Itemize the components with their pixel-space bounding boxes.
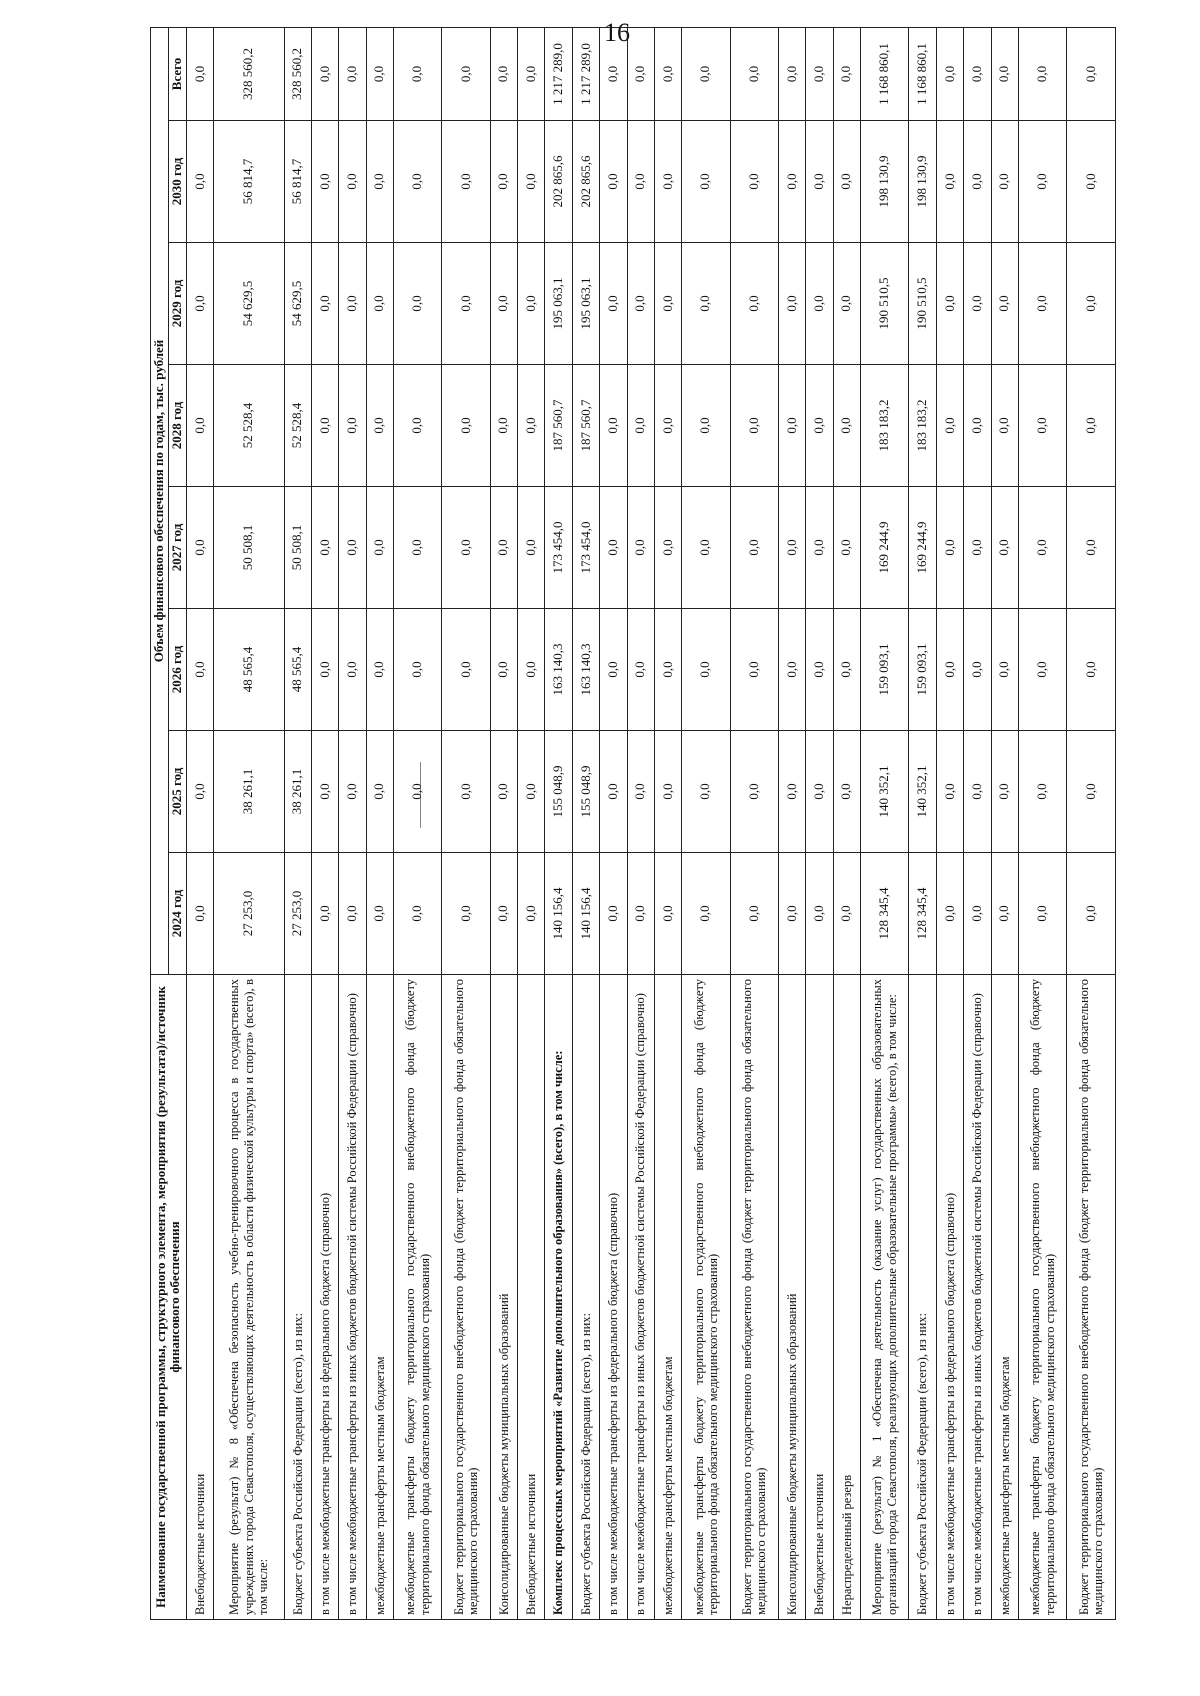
year-value-cell: 0,0	[518, 243, 545, 365]
row-name-cell: в том числе межбюджетные трансферты из федерального бюджета (справочно)	[600, 975, 627, 1620]
year-value-cell: 195 063,1	[545, 243, 572, 365]
year-value-cell: 0,0	[833, 121, 860, 243]
table-row	[366, 27, 393, 1619]
year-value-cell: 0,0	[991, 243, 1018, 365]
table-row	[909, 27, 936, 1619]
year-value-cell: 0,0	[833, 731, 860, 853]
row-name-cell: Мероприятие (результат) № 8 «Обеспечена безопасность учебно-тренировочного процесса в государственных учреждениях города Севастополя, осуществляющих деятельность в области физической культуры и спорта» (всего), в том числе:	[214, 975, 284, 1620]
year-header: 2029 год	[168, 243, 186, 365]
year-value-cell: 159 093,1	[909, 609, 936, 731]
year-value-cell: 0,0	[1067, 487, 1116, 609]
year-value-cell: 140 156,4	[545, 853, 572, 975]
year-value-cell: 0,0	[393, 731, 441, 853]
year-value-cell: 0,0	[518, 121, 545, 243]
row-name-cell: Внебюджетные источники	[186, 975, 213, 1620]
year-value-cell: 0,0	[490, 243, 517, 365]
row-name-cell: межбюджетные трансферты местным бюджетам	[366, 975, 393, 1620]
year-value-cell: 0,0	[654, 609, 681, 731]
year-value-cell: 0,0	[186, 487, 213, 609]
year-value-cell: 0,0	[186, 853, 213, 975]
year-value-cell: 0,0	[1018, 121, 1066, 243]
year-header: 2027 год	[168, 487, 186, 609]
year-value-cell: 56 814,7	[284, 121, 311, 243]
year-value-cell: 0,0	[779, 487, 806, 609]
year-value-cell: 140 352,1	[909, 731, 936, 853]
year-value-cell: 0,0	[600, 853, 627, 975]
year-value-cell: 0,0	[806, 487, 833, 609]
year-value-cell: 0,0	[627, 853, 654, 975]
year-value-cell: 198 130,9	[909, 121, 936, 243]
year-value-cell: 0,0	[833, 243, 860, 365]
year-value-cell: 0,0	[518, 487, 545, 609]
row-name-cell: межбюджетные трансферты бюджету территориального государственного внебюджетного фонда (бюджету территориального фонда обязательного медицинского страхования)	[1018, 975, 1066, 1620]
year-value-cell: 27 253,0	[284, 853, 311, 975]
table-row	[654, 27, 681, 1619]
year-header: 2028 год	[168, 365, 186, 487]
year-value-cell: 173 454,0	[572, 487, 599, 609]
year-header: 2025 год	[168, 731, 186, 853]
year-value-cell: 0,0	[442, 365, 490, 487]
year-value-cell: 0,0	[366, 243, 393, 365]
year-value-cell: 0,0	[627, 365, 654, 487]
year-value-cell: 0,0	[682, 853, 730, 975]
year-value-cell: 0,0	[991, 365, 1018, 487]
year-value-cell: 0,0	[442, 121, 490, 243]
year-value-cell: 163 140,3	[572, 609, 599, 731]
financing-table	[150, 27, 1116, 1620]
year-value-cell: 0,0	[806, 365, 833, 487]
year-value-cell: 50 508,1	[284, 487, 311, 609]
total-value-cell: 0,0	[833, 27, 860, 120]
year-value-cell: 183 183,2	[861, 365, 909, 487]
total-value-cell: 0,0	[339, 27, 366, 120]
year-value-cell: 0,0	[654, 121, 681, 243]
rotated-table-wrapper	[150, 43, 1116, 1620]
year-value-cell: 0,0	[1018, 609, 1066, 731]
table-row	[964, 27, 991, 1619]
year-value-cell: 0,0	[490, 853, 517, 975]
year-value-cell: 0,0	[186, 731, 213, 853]
year-value-cell: 0,0	[366, 365, 393, 487]
year-value-cell: 0,0	[654, 365, 681, 487]
year-value-cell: 140 156,4	[572, 853, 599, 975]
year-value-cell: 50 508,1	[214, 487, 284, 609]
name-column-header: Наименование государственной программы, структурного элемента, мероприятия (результата)/источник финансового обеспечения	[151, 975, 187, 1620]
financing-group-header: Объем финансового обеспечения по годам, тыс. рублей	[151, 27, 169, 974]
total-value-cell: 0,0	[682, 27, 730, 120]
year-value-cell: 52 528,4	[284, 365, 311, 487]
year-value-cell: 0,0	[1018, 731, 1066, 853]
year-value-cell: 0,0	[442, 731, 490, 853]
year-value-cell: 0,0	[964, 121, 991, 243]
year-value-cell: 0,0	[654, 243, 681, 365]
year-value-cell: 0,0	[600, 243, 627, 365]
year-value-cell: 0,0	[311, 853, 338, 975]
total-value-cell: 0,0	[964, 27, 991, 120]
year-value-cell: 0,0	[600, 365, 627, 487]
year-value-cell: 159 093,1	[861, 609, 909, 731]
row-name-cell: межбюджетные трансферты местным бюджетам	[991, 975, 1018, 1620]
year-value-cell: 38 261,1	[214, 731, 284, 853]
year-value-cell: 0,0	[1018, 243, 1066, 365]
total-value-cell: 0,0	[186, 27, 213, 120]
year-value-cell: 0,0	[730, 731, 778, 853]
table-row	[779, 27, 806, 1619]
year-value-cell: 0,0	[991, 487, 1018, 609]
year-value-cell: 0,0	[186, 609, 213, 731]
year-value-cell: 0,0	[393, 487, 441, 609]
table-row	[545, 27, 572, 1619]
year-value-cell: 0,0	[730, 365, 778, 487]
year-value-cell: 0,0	[186, 121, 213, 243]
year-value-cell: 0,0	[490, 609, 517, 731]
year-value-cell: 0,0	[730, 487, 778, 609]
row-name-cell: Бюджет субъекта Российской Федерации (всего), из них:	[572, 975, 599, 1620]
year-value-cell: 128 345,4	[909, 853, 936, 975]
row-name-cell: в том числе межбюджетные трансферты из иных бюджетов бюджетной системы Российской Федерации (справочно)	[627, 975, 654, 1620]
year-value-cell: 0,0	[366, 121, 393, 243]
year-value-cell: 0,0	[779, 121, 806, 243]
table-row	[518, 27, 545, 1619]
year-value-cell: 48 565,4	[214, 609, 284, 731]
year-value-cell: 0,0	[311, 365, 338, 487]
total-header: Всего	[168, 27, 186, 120]
year-value-cell: 0,0	[779, 365, 806, 487]
year-value-cell: 195 063,1	[572, 243, 599, 365]
year-value-cell: 0,0	[964, 365, 991, 487]
year-value-cell: 0,0	[393, 853, 441, 975]
total-value-cell: 0,0	[991, 27, 1018, 120]
year-value-cell: 0,0	[682, 609, 730, 731]
year-value-cell: 0,0	[311, 487, 338, 609]
year-value-cell: 0,0	[442, 487, 490, 609]
year-value-cell: 0,0	[518, 853, 545, 975]
year-value-cell: 0,0	[366, 731, 393, 853]
row-name-cell: Консолидированные бюджеты муниципальных образований	[779, 975, 806, 1620]
year-value-cell: 0,0	[833, 365, 860, 487]
year-value-cell: 0,0	[1018, 853, 1066, 975]
year-value-cell: 190 510,5	[861, 243, 909, 365]
table-row	[1067, 27, 1116, 1619]
year-value-cell: 0,0	[518, 731, 545, 853]
year-value-cell: 169 244,9	[861, 487, 909, 609]
year-value-cell: 198 130,9	[861, 121, 909, 243]
year-value-cell: 0,0	[393, 365, 441, 487]
year-value-cell: 0,0	[682, 121, 730, 243]
year-value-cell: 0,0	[730, 243, 778, 365]
table-body	[186, 27, 1115, 1619]
year-value-cell: 0,0	[936, 731, 963, 853]
year-value-cell: 0,0	[682, 365, 730, 487]
row-name-cell: Бюджет территориального государственного внебюджетного фонда (бюджет территориального фонда обязательного медицинского страхования)	[1067, 975, 1116, 1620]
total-value-cell: 0,0	[442, 27, 490, 120]
year-value-cell: 0,0	[779, 731, 806, 853]
year-value-cell: 0,0	[806, 609, 833, 731]
year-value-cell: 0,0	[627, 243, 654, 365]
year-value-cell: 0,0	[442, 853, 490, 975]
table-row	[1018, 27, 1066, 1619]
year-value-cell: 0,0	[627, 731, 654, 853]
year-value-cell: 0,0	[518, 365, 545, 487]
total-value-cell: 1 217 289,0	[572, 27, 599, 120]
header-row-top	[151, 27, 169, 1619]
page-number: 16	[604, 18, 630, 47]
year-value-cell: 163 140,3	[545, 609, 572, 731]
row-name-cell: в том числе межбюджетные трансферты из федерального бюджета (справочно)	[311, 975, 338, 1620]
year-value-cell: 0,0	[339, 731, 366, 853]
year-value-cell: 54 629,5	[284, 243, 311, 365]
year-value-cell: 0,0	[806, 243, 833, 365]
total-value-cell: 1 168 860,1	[861, 27, 909, 120]
year-value-cell: 190 510,5	[909, 243, 936, 365]
year-value-cell: 0,0	[806, 853, 833, 975]
year-value-cell: 0,0	[682, 487, 730, 609]
row-name-cell: Внебюджетные источники	[518, 975, 545, 1620]
table-row	[627, 27, 654, 1619]
table-row	[339, 27, 366, 1619]
row-name-cell: межбюджетные трансферты бюджету территориального государственного внебюджетного фонда (бюджету территориального фонда обязательного медицинского страхования)	[682, 975, 730, 1620]
year-value-cell: 0,0	[964, 487, 991, 609]
year-value-cell: 48 565,4	[284, 609, 311, 731]
year-value-cell: 0,0	[991, 121, 1018, 243]
table-row	[311, 27, 338, 1619]
total-value-cell: 328 560,2	[284, 27, 311, 120]
total-value-cell: 0,0	[366, 27, 393, 120]
year-value-cell: 0,0	[186, 243, 213, 365]
year-value-cell: 0,0	[1018, 365, 1066, 487]
year-value-cell: 0,0	[1018, 487, 1066, 609]
year-value-cell: 0,0	[936, 243, 963, 365]
total-value-cell: 0,0	[518, 27, 545, 120]
year-value-cell: 173 454,0	[545, 487, 572, 609]
year-value-cell: 155 048,9	[545, 731, 572, 853]
year-value-cell: 128 345,4	[861, 853, 909, 975]
year-value-cell: 0,0	[311, 243, 338, 365]
year-value-cell: 0,0	[339, 609, 366, 731]
table-header	[151, 27, 187, 1619]
year-value-cell: 0,0	[730, 853, 778, 975]
year-value-cell: 187 560,7	[572, 365, 599, 487]
total-value-cell: 1 217 289,0	[545, 27, 572, 120]
table-row	[442, 27, 490, 1619]
row-name-cell: межбюджетные трансферты бюджету территориального государственного внебюджетного фонда (бюджету территориального фонда обязательного медицинского страхования)	[393, 975, 441, 1620]
year-value-cell: 0,0	[490, 121, 517, 243]
year-value-cell: 27 253,0	[214, 853, 284, 975]
row-name-cell: в том числе межбюджетные трансферты из федерального бюджета (справочно)	[936, 975, 963, 1620]
table-row	[806, 27, 833, 1619]
year-value-cell: 0,0	[339, 853, 366, 975]
table-row	[991, 27, 1018, 1619]
year-value-cell: 0,0	[806, 121, 833, 243]
year-header: 2030 год	[168, 121, 186, 243]
year-value-cell: 0,0	[779, 243, 806, 365]
year-value-cell: 0,0	[490, 487, 517, 609]
year-value-cell: 202 865,6	[545, 121, 572, 243]
year-header: 2026 год	[168, 609, 186, 731]
table-row	[682, 27, 730, 1619]
year-value-cell: 0,0	[833, 487, 860, 609]
year-value-cell: 0,0	[654, 487, 681, 609]
total-value-cell: 0,0	[654, 27, 681, 120]
row-name-cell: Бюджет территориального государственного внебюджетного фонда (бюджет территориального фонда обязательного медицинского страхования)	[730, 975, 778, 1620]
total-value-cell: 0,0	[730, 27, 778, 120]
year-value-cell: 0,0	[730, 121, 778, 243]
year-value-cell: 0,0	[936, 609, 963, 731]
total-value-cell: 328 560,2	[214, 27, 284, 120]
row-name-cell: Мероприятие (результат) № 1 «Обеспечена деятельность (оказание услуг) государственных образовательных организаций города Севастополя, реализующих дополнительные образовательные программы» (всего), в том числе:	[861, 975, 909, 1620]
total-value-cell: 0,0	[1018, 27, 1066, 120]
year-value-cell: 0,0	[1067, 243, 1116, 365]
total-value-cell: 0,0	[490, 27, 517, 120]
year-value-cell: 0,0	[682, 731, 730, 853]
year-value-cell: 0,0	[1067, 609, 1116, 731]
total-value-cell: 1 168 860,1	[909, 27, 936, 120]
year-value-cell: 54 629,5	[214, 243, 284, 365]
year-value-cell: 0,0	[490, 731, 517, 853]
year-value-cell: 0,0	[518, 609, 545, 731]
year-value-cell: 0,0	[964, 731, 991, 853]
year-value-cell: 0,0	[730, 609, 778, 731]
year-value-cell: 0,0	[1067, 853, 1116, 975]
year-value-cell: 0,0	[393, 609, 441, 731]
year-value-cell: 140 352,1	[861, 731, 909, 853]
total-value-cell: 0,0	[311, 27, 338, 120]
year-value-cell: 0,0	[991, 731, 1018, 853]
table-row	[284, 27, 311, 1619]
year-value-cell: 0,0	[654, 731, 681, 853]
table-row	[186, 27, 213, 1619]
year-value-cell: 0,0	[991, 853, 1018, 975]
year-value-cell: 0,0	[186, 365, 213, 487]
year-value-cell: 0,0	[393, 121, 441, 243]
year-value-cell: 0,0	[991, 609, 1018, 731]
year-value-cell: 0,0	[964, 243, 991, 365]
year-value-cell: 0,0	[936, 365, 963, 487]
year-value-cell: 0,0	[339, 487, 366, 609]
year-value-cell: 0,0	[936, 853, 963, 975]
row-name-cell: в том числе межбюджетные трансферты из иных бюджетов бюджетной системы Российской Федерации (справочно)	[339, 975, 366, 1620]
year-value-cell: 0,0	[682, 243, 730, 365]
year-value-cell: 38 261,1	[284, 731, 311, 853]
year-header: 2024 год	[168, 853, 186, 975]
table-row	[214, 27, 284, 1619]
year-value-cell: 187 560,7	[545, 365, 572, 487]
row-name-cell: Комплекс процессных мероприятий «Развитие дополнительного образования» (всего), в том числе:	[545, 975, 572, 1620]
year-value-cell: 0,0	[311, 609, 338, 731]
row-name-cell: Бюджет субъекта Российской Федерации (всего), из них:	[284, 975, 311, 1620]
year-value-cell: 0,0	[490, 365, 517, 487]
year-value-cell: 0,0	[654, 853, 681, 975]
total-value-cell: 0,0	[600, 27, 627, 120]
table-row	[490, 27, 517, 1619]
year-value-cell: 0,0	[442, 243, 490, 365]
row-name-cell: Бюджет субъекта Российской Федерации (всего), из них:	[909, 975, 936, 1620]
table-row	[861, 27, 909, 1619]
year-value-cell: 0,0	[366, 609, 393, 731]
year-value-cell: 0,0	[366, 487, 393, 609]
total-value-cell: 0,0	[806, 27, 833, 120]
year-value-cell: 0,0	[627, 487, 654, 609]
total-value-cell: 0,0	[393, 27, 441, 120]
total-value-cell: 0,0	[779, 27, 806, 120]
year-value-cell: 0,0	[600, 487, 627, 609]
year-value-cell: 183 183,2	[909, 365, 936, 487]
total-value-cell: 0,0	[627, 27, 654, 120]
total-value-cell: 0,0	[1067, 27, 1116, 120]
year-value-cell: 0,0	[964, 853, 991, 975]
row-name-cell: Нераспределенный резерв	[833, 975, 860, 1620]
row-name-cell: Консолидированные бюджеты муниципальных образований	[490, 975, 517, 1620]
year-value-cell: 0,0	[311, 121, 338, 243]
year-value-cell: 0,0	[936, 487, 963, 609]
year-value-cell: 0,0	[442, 609, 490, 731]
total-value-cell: 0,0	[936, 27, 963, 120]
year-value-cell: 56 814,7	[214, 121, 284, 243]
year-value-cell: 0,0	[833, 853, 860, 975]
year-value-cell: 169 244,9	[909, 487, 936, 609]
year-value-cell: 0,0	[339, 365, 366, 487]
year-value-cell: 0,0	[600, 609, 627, 731]
year-value-cell: 0,0	[936, 121, 963, 243]
row-name-cell: Внебюджетные источники	[806, 975, 833, 1620]
year-value-cell: 155 048,9	[572, 731, 599, 853]
year-value-cell: 0,0	[779, 609, 806, 731]
year-value-cell: 0,0	[600, 731, 627, 853]
year-value-cell: 0,0	[1067, 121, 1116, 243]
year-value-cell: 0,0	[311, 731, 338, 853]
table-row	[600, 27, 627, 1619]
year-value-cell: 0,0	[833, 609, 860, 731]
year-value-cell: 0,0	[366, 853, 393, 975]
table-row	[833, 27, 860, 1619]
year-value-cell: 0,0	[627, 121, 654, 243]
year-value-cell: 0,0	[1067, 365, 1116, 487]
year-value-cell: 52 528,4	[214, 365, 284, 487]
year-value-cell: 202 865,6	[572, 121, 599, 243]
year-value-cell: 0,0	[339, 121, 366, 243]
year-value-cell: 0,0	[1067, 731, 1116, 853]
year-value-cell: 0,0	[339, 243, 366, 365]
year-value-cell: 0,0	[806, 731, 833, 853]
row-name-cell: в том числе межбюджетные трансферты из иных бюджетов бюджетной системы Российской Федерации (справочно)	[964, 975, 991, 1620]
row-name-cell: Бюджет территориального государственного внебюджетного фонда (бюджет территориального фонда обязательного медицинского страхования)	[442, 975, 490, 1620]
row-name-cell: межбюджетные трансферты местным бюджетам	[654, 975, 681, 1620]
table-row	[730, 27, 778, 1619]
year-value-cell: 0,0	[393, 243, 441, 365]
table-row	[572, 27, 599, 1619]
year-value-cell: 0,0	[600, 121, 627, 243]
table-row	[936, 27, 963, 1619]
year-value-cell: 0,0	[627, 609, 654, 731]
year-value-cell: 0,0	[779, 853, 806, 975]
table-row	[393, 27, 441, 1619]
year-value-cell: 0,0	[964, 609, 991, 731]
